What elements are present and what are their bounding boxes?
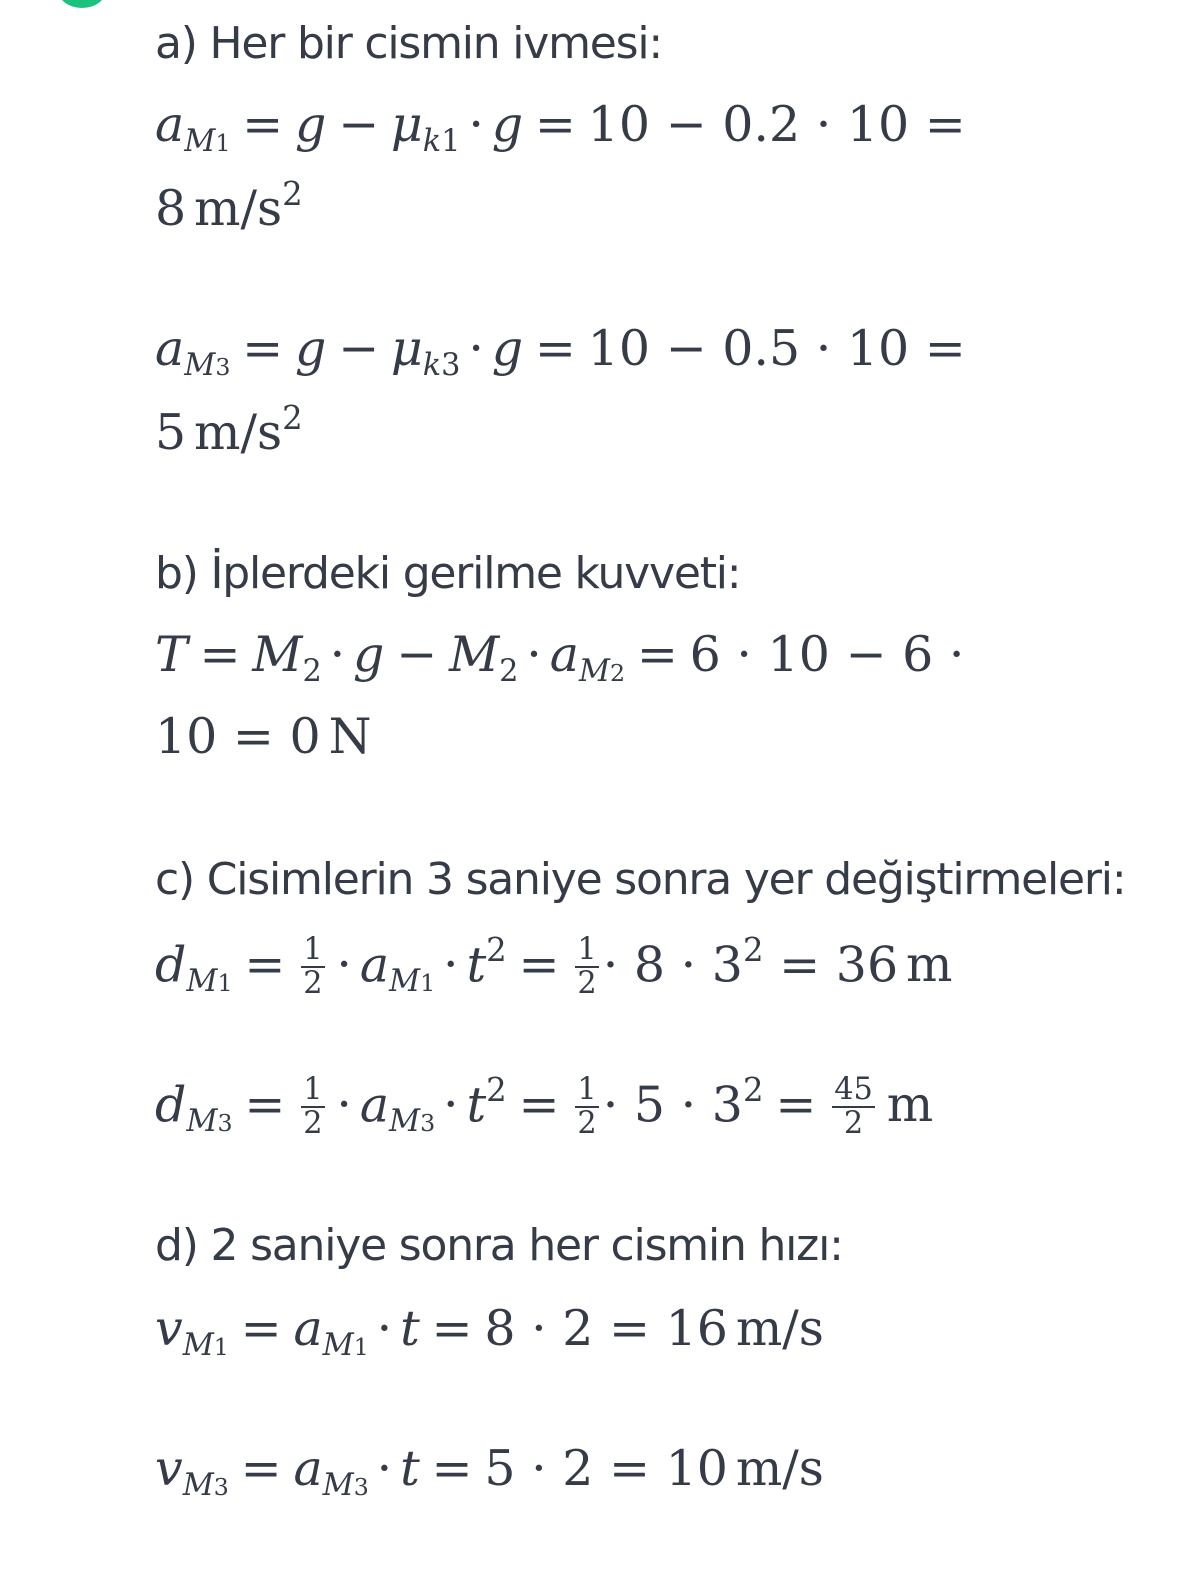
avatar (58, 0, 106, 8)
equation-acceleration-m3-result (155, 398, 303, 461)
fraction-numerator: 45 (832, 1074, 876, 1108)
equation-velocity-m1: vM1 = aM1 · t = 8 · 2 = 16 m/s (155, 1300, 824, 1363)
result-value: 8 (155, 180, 187, 237)
unit: m/s (194, 404, 283, 461)
section-heading-a: a) Her bir cismin ivmesi: (155, 18, 663, 69)
fraction-half: $\frac{1}{2}$ (301, 934, 325, 1000)
unit: m (905, 936, 953, 994)
unit: m/s (194, 180, 283, 237)
equation-acceleration-m3: aM3 = g − μk3 · g = 10 − 0.5 · 10 = (155, 320, 966, 383)
equation-displacement-m1: dM1 = $\frac{1}{2}$ · $aM1 \cdot t^2$ = $\frac{1}{2}$ · $8 \cdot 3^2 = 36$ m (155, 931, 953, 1002)
equation-displacement-m3: dM3 = $\frac{1}{2}$ · $aM3 \cdot t^2$ = $\frac{1}{2}$ · $5 \cdot 3^2$ = $\frac{45}{2}$ m (155, 1071, 934, 1142)
unit: m/s (735, 1300, 824, 1357)
exponent: 2 (282, 174, 303, 213)
equation-rhs: 6 · 10 − 6 · (689, 626, 965, 683)
fraction-result (832, 1074, 876, 1140)
fraction-half: $\frac{1}{2}$ (575, 1074, 599, 1140)
equation-tension-result (155, 708, 372, 765)
fraction-half: $\frac{1}{2}$ (575, 934, 599, 1000)
unit: m/s (735, 1440, 824, 1497)
exponent: 2 (282, 398, 303, 437)
section-heading-d: d) 2 saniye sonra her cismin hızı: (155, 1220, 843, 1271)
equation-rhs: 5 · 2 = 10 (484, 1440, 728, 1497)
result-value: 5 (155, 404, 187, 461)
section-heading-b: b) İplerdeki gerilme kuvveti: (155, 548, 741, 599)
unit: m (886, 1076, 934, 1134)
unit: N (328, 708, 372, 765)
equation-tension: T = M2 · g − M2 · aM2 = 6 · 10 − 6 · (155, 626, 965, 689)
exponent: 2 (742, 1071, 764, 1110)
equation-middle: · 8 · 3 (602, 936, 743, 994)
exponent: 2 (742, 931, 764, 970)
result-value: 10 = 0 (155, 708, 321, 765)
equation-rhs: 8 · 2 = 16 (484, 1300, 728, 1357)
fraction-denominator: 2 (843, 1106, 864, 1142)
section-heading-c: c) Cisimlerin 3 saniye sonra yer değiştirmeleri: (155, 854, 1126, 905)
fraction-half: $\frac{1}{2}$ (301, 1074, 325, 1140)
equation-acceleration-m1-result (155, 174, 303, 237)
equation-middle: · 5 · 3 (602, 1076, 743, 1134)
equation-rhs: 10 − 0.5 · 10 = (587, 320, 966, 377)
result-value: = 36 (779, 936, 899, 994)
equation-velocity-m3: vM3 = aM3 · t = 5 · 2 = 10 m/s (155, 1440, 824, 1503)
equation-acceleration-m1: aM1 = g − μk1 · g = 10 − 0.2 · 10 = (155, 96, 966, 159)
equation-rhs: 10 − 0.2 · 10 = (587, 96, 966, 153)
